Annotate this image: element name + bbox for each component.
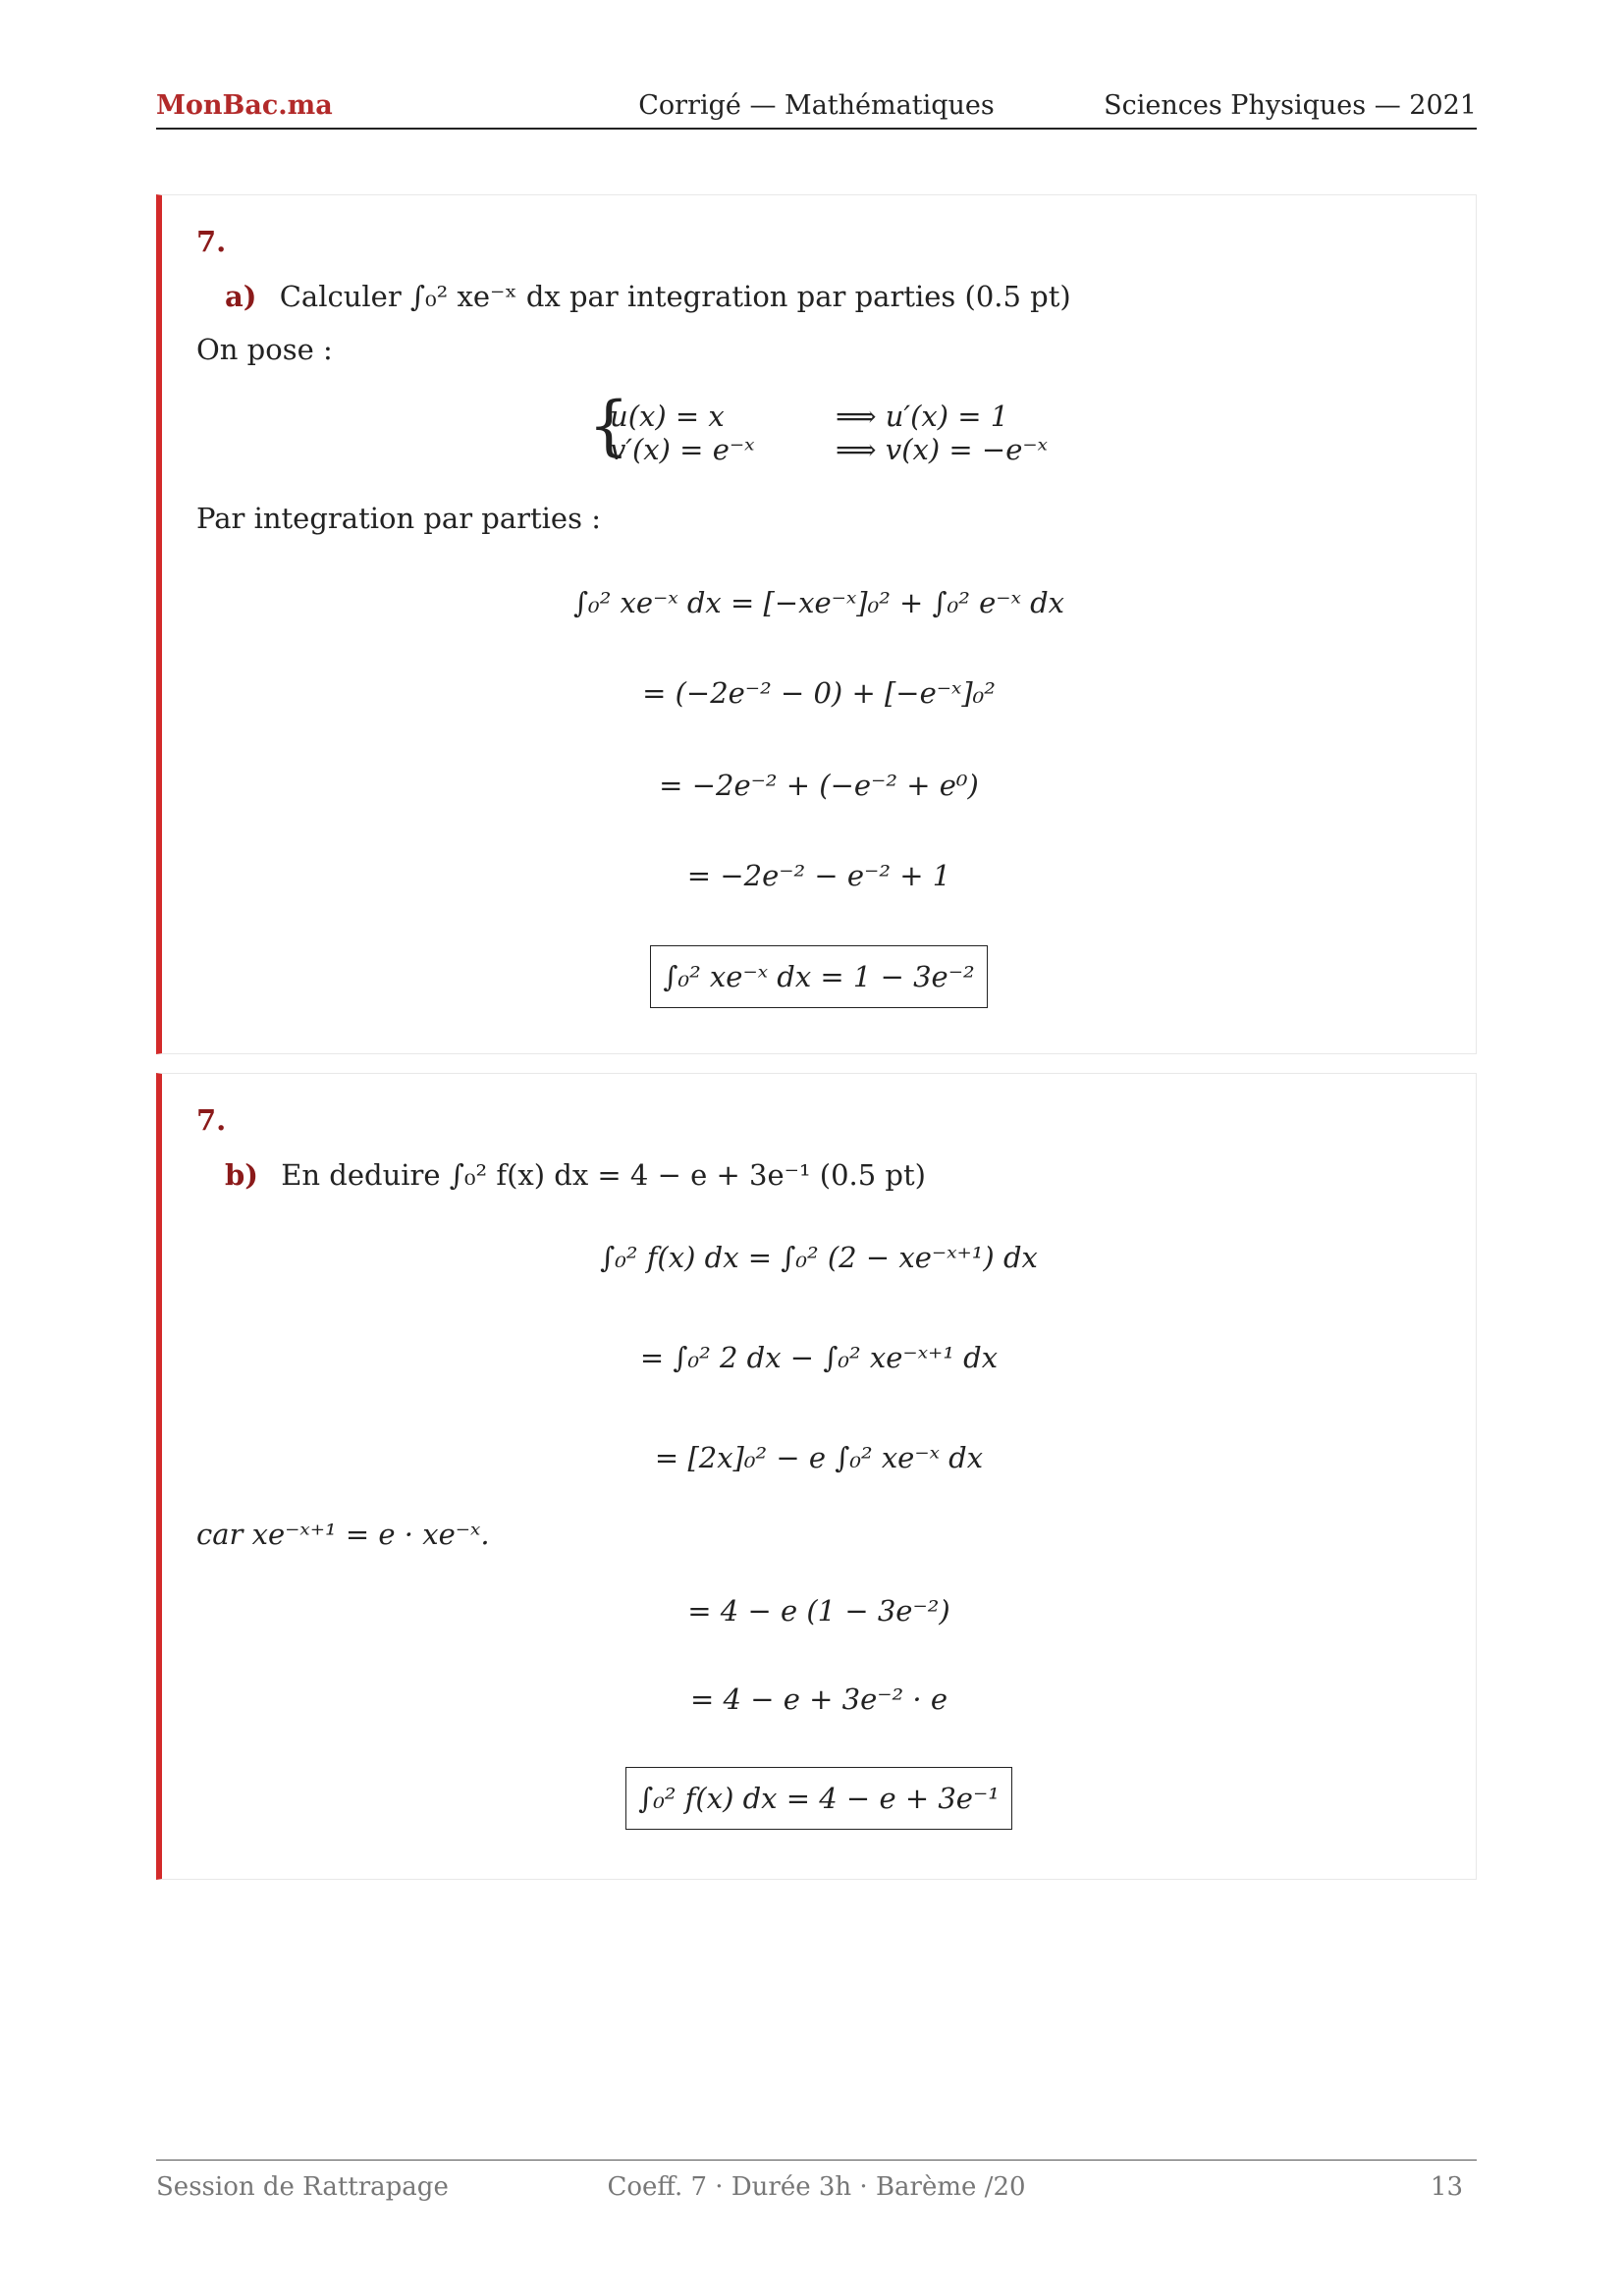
method-text: Par integration par parties :	[196, 502, 601, 535]
result-line	[162, 1767, 1476, 1830]
equation-step: = 4 − e (1 − 3e⁻²)	[687, 1594, 950, 1628]
question-line	[225, 1158, 926, 1192]
page-header	[156, 88, 1477, 130]
equation-step: = 4 − e + 3e⁻² · e	[690, 1682, 947, 1716]
result-line	[162, 945, 1476, 1008]
intro-text: On pose :	[196, 333, 333, 366]
solution-card-b	[156, 1073, 1477, 1880]
question-number: 7.	[196, 225, 227, 258]
page-footer	[156, 2160, 1477, 2205]
remark-text: car xe⁻ˣ⁺¹ = e · xe⁻ˣ.	[196, 1518, 490, 1551]
question-text: Calculer ∫₀² xe⁻ˣ dx par integration par parties (0.5 pt)	[279, 280, 1071, 313]
system-brace	[590, 400, 1048, 466]
solution-card-a	[156, 194, 1477, 1054]
equation-step: = −2e⁻² − e⁻² + 1	[686, 859, 951, 892]
question-label: a)	[225, 280, 257, 313]
equation-step: ∫₀² xe⁻ˣ dx = [−xe⁻ˣ]₀² + ∫₀² e⁻ˣ dx	[572, 586, 1065, 619]
system-row: { u(x) = x ⟹ u′(x) = 1	[610, 400, 1009, 433]
equation-step: = [2x]₀² − e ∫₀² xe⁻ˣ dx	[654, 1441, 984, 1474]
question-text: En deduire ∫₀² f(x) dx = 4 − e + 3e⁻¹ (0.5 pt)	[281, 1158, 926, 1192]
substitution-system	[162, 400, 1476, 466]
equation-step: = ∫₀² 2 dx − ∫₀² xe⁻ˣ⁺¹ dx	[639, 1341, 999, 1374]
footer-info: Coeff. 7 · Durée 3h · Barème /20	[607, 2172, 1026, 2202]
question-number: 7.	[196, 1103, 227, 1137]
brand-logo[interactable]: MonBac.ma	[156, 90, 333, 121]
header-subject: Sciences Physiques — 2021	[1104, 90, 1477, 121]
equation-step: = −2e⁻² + (−e⁻² + e⁰)	[659, 769, 979, 802]
page-number: 13	[1430, 2172, 1463, 2202]
question-label: b)	[225, 1158, 258, 1192]
boxed-result: ∫₀² f(x) dx = 4 − e + 3e⁻¹	[625, 1767, 1012, 1830]
header-title: Corrigé — Mathématiques	[638, 90, 995, 121]
system-row: v′(x) = e⁻ˣ ⟹ v(x) = −e⁻ˣ	[610, 433, 1048, 466]
boxed-result: ∫₀² xe⁻ˣ dx = 1 − 3e⁻²	[650, 945, 987, 1008]
equation-step: = (−2e⁻² − 0) + [−e⁻ˣ]₀²	[642, 676, 996, 710]
equation-step: ∫₀² f(x) dx = ∫₀² (2 − xe⁻ˣ⁺¹) dx	[600, 1241, 1038, 1274]
footer-session: Session de Rattrapage	[156, 2172, 449, 2202]
question-line	[225, 280, 1071, 313]
